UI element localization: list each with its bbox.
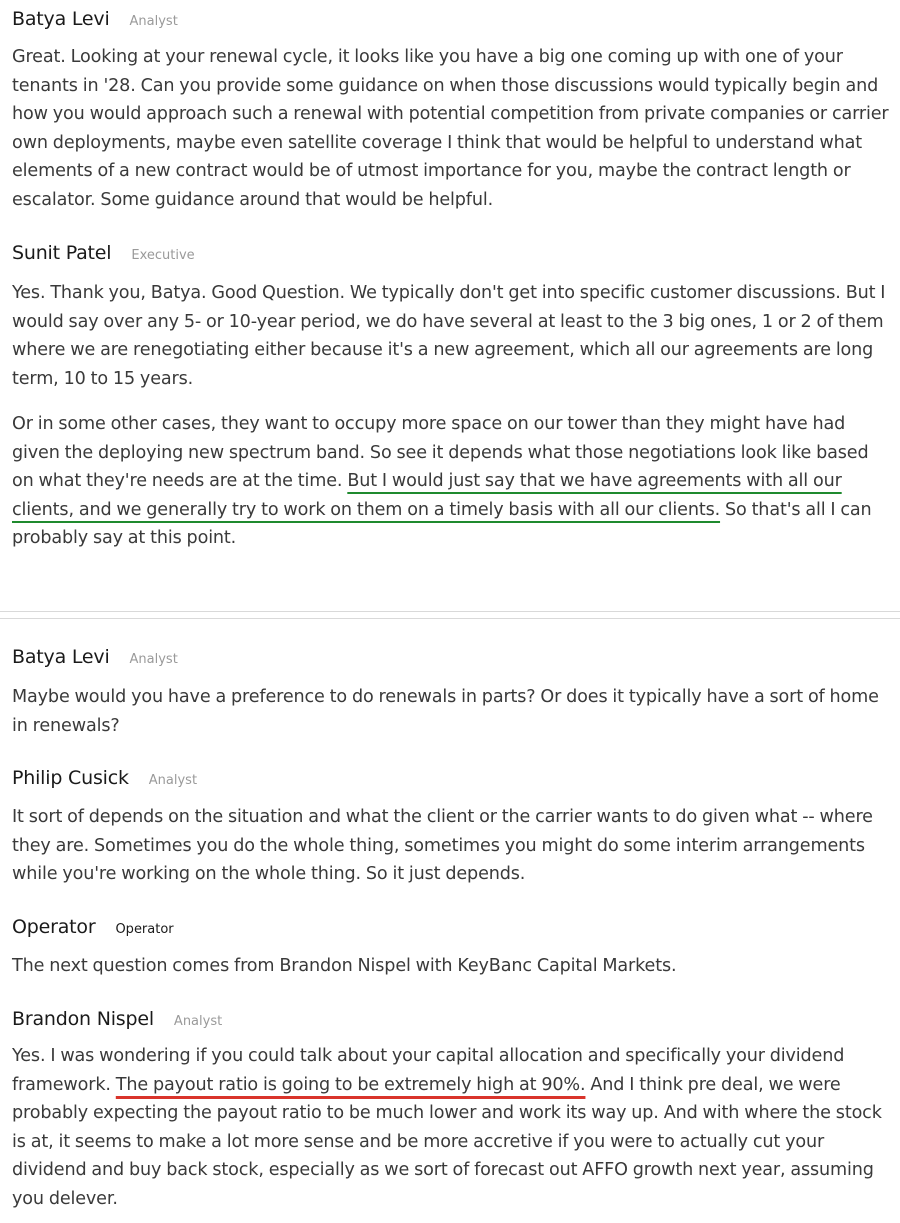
speaker-name[interactable]: Brandon Nispel [12, 1008, 154, 1030]
transcript-paragraph: Maybe would you have a preference to do renewals in parts? Or does it typically have a sort of home in renewals? [12, 687, 879, 736]
speaker-header [12, 1008, 890, 1030]
speaker-block [12, 916, 890, 938]
speaker-role: Analyst [173, 1014, 223, 1029]
speaker-name[interactable]: Batya Levi [12, 8, 110, 30]
divider-line [0, 618, 900, 619]
transcript-paragraph: The next question comes from Brandon Nispel with KeyBanc Capital Markets. [12, 956, 677, 976]
speaker-role: Analyst [129, 14, 178, 29]
speaker-block [12, 1008, 890, 1030]
speaker-header [12, 916, 890, 938]
speaker-role: Executive [131, 248, 195, 263]
highlighted-excerpt[interactable]: The payout ratio is going to be extremely high at 90%. [115, 1074, 586, 1095]
speaker-role: Analyst [148, 773, 198, 788]
speaker-name[interactable]: Batya Levi [12, 646, 110, 668]
paragraph-text: Or in some other cases, they want to occupy more space on our tower than they might have had given the deploying new spectrum band. So see it depends what those negotiations look like based on what they're needs are at the time. [12, 414, 869, 492]
speaker-header [12, 646, 890, 668]
divider-line [0, 611, 900, 612]
transcript-paragraph [12, 1042, 890, 1214]
speaker-role: Analyst [129, 652, 178, 667]
paragraph-text: So that's all I can probably say at this point. [12, 499, 872, 549]
transcript-paragraph [12, 410, 890, 553]
transcript-paragraph: Yes. Thank you, Batya. Good Question. We typically don't get into specific customer discussions. But I would say over any 5- or 10-year period, we do have several at least to the 3 big ones, 1 or 2 of them where we are renegotiating either because it's a new agreement, which all our agreements are long term, 10 to 15 years. [12, 283, 886, 389]
speaker-name[interactable]: Sunit Patel [12, 242, 112, 264]
speaker-header [12, 8, 890, 30]
speaker-name[interactable]: Philip Cusick [12, 767, 129, 789]
speaker-block [12, 767, 890, 789]
transcript-paragraph: Great. Looking at your renewal cycle, it looks like you have a big one coming up with one of your tenants in '28. Can you provide some guidance on when those discussions would typically begin and how you would approach such a renewal with potential competition from private companies or carrier own deployments, maybe even satellite coverage I think that would be helpful to understand what elements of a new contract would be of utmost importance for you, maybe the contract length or escalator. Some guidance around that would be helpful. [12, 47, 889, 210]
speaker-role: Operator [115, 922, 174, 937]
highlighted-excerpt[interactable]: But I would just say that we have agreements with all our clients, and we generally try to work on them on a timely basis with all our clients. [12, 471, 842, 520]
speaker-header [12, 242, 890, 264]
speaker-name[interactable]: Operator [12, 916, 96, 938]
speaker-header [12, 767, 890, 789]
transcript-paragraph: It sort of depends on the situation and what the client or the carrier wants to do given what -- where they are. Sometimes you do the whole thing, sometimes you might do some interim arrangements while you're working on the whole thing. So it just depends. [12, 807, 873, 885]
speaker-block [12, 646, 890, 668]
paragraph-text: Yes. I was wondering if you could talk about your capital allocation and specifically your dividend framework. [12, 1046, 845, 1095]
paragraph-text: And I think pre deal, we were probably expecting the payout ratio to be much lower and work its way up. And with where the stock is at, it seems to make a lot more sense and be more accretive if you were to actually cut your dividend and buy back stock, especially as we sort of forecast out AFFO growth next year, assuming you delever. [12, 1074, 882, 1209]
speaker-block [12, 8, 890, 30]
section-divider [0, 609, 900, 621]
speaker-block [12, 242, 890, 264]
